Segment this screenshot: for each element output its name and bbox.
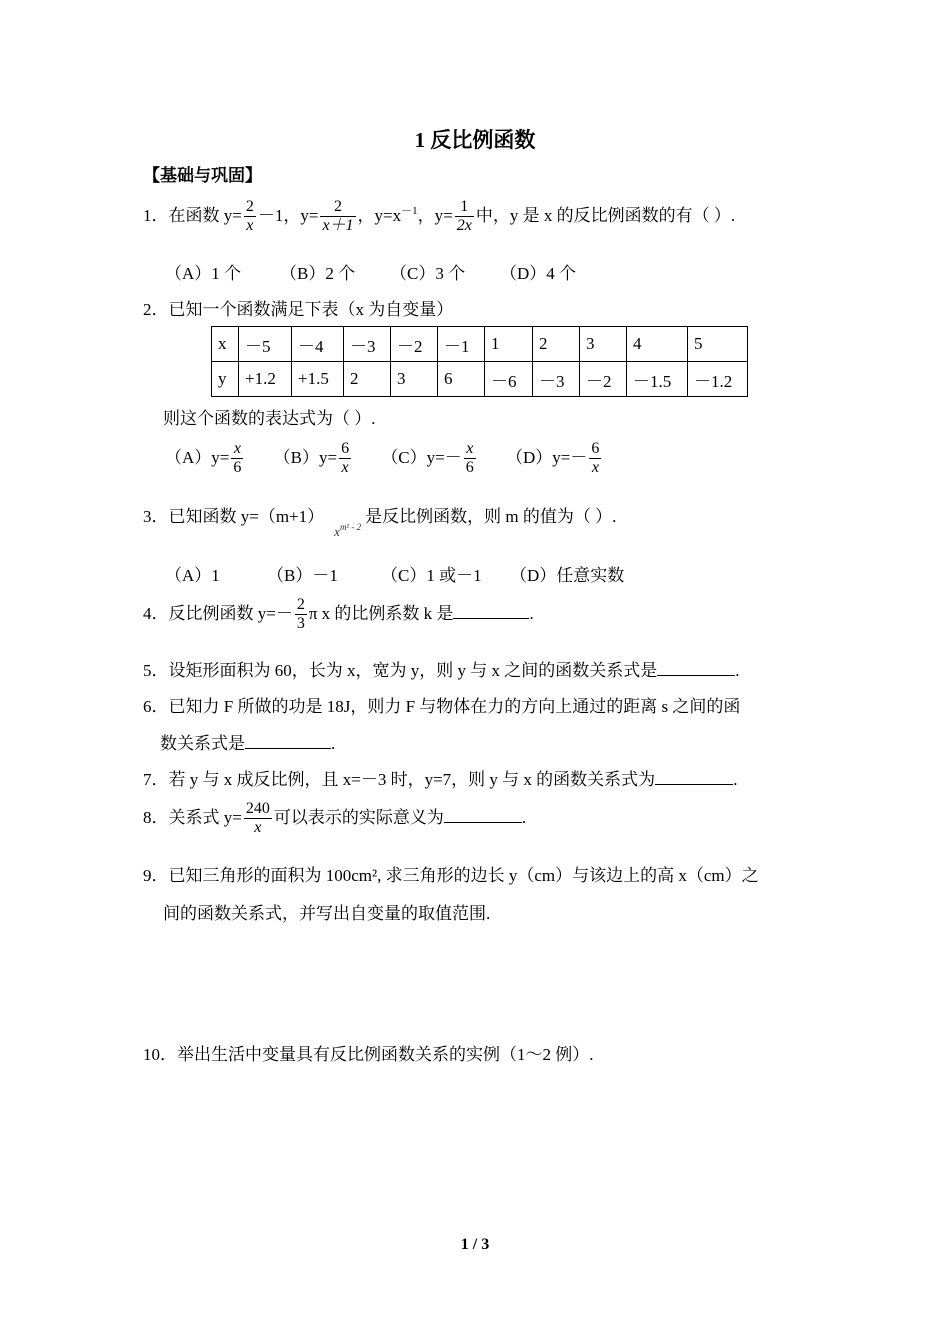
- q3-option-b: （B）－1: [267, 566, 338, 585]
- table-cell: y: [212, 362, 239, 397]
- q3-option-c: （C）1 或－1: [381, 566, 482, 585]
- q1-fraction-3: $\frac{1}{2x}$: [456, 198, 472, 235]
- table-cell: 4: [627, 327, 688, 362]
- question-4: 4．反比例函数 y=－ $\frac{2}{3}$ π x 的比例系数 k 是 .: [143, 596, 534, 633]
- question-9-line-1: 9．已知三角形的面积为 100cm², 求三角形的边长 y（cm）与该边上的高 x（cm）之: [143, 866, 759, 885]
- answer-blank[interactable]: [444, 808, 522, 823]
- question-8: 8．关系式 y= $\frac{240}{x}$ 可以表示的实际意义为 .: [143, 800, 527, 837]
- q1-text-4: ，y=: [417, 205, 453, 225]
- q2-option-c: （C）y=－ $\frac{x}{6}$: [381, 440, 474, 477]
- q1-text-2: －1，y=: [257, 205, 319, 225]
- table-cell: －6: [485, 362, 533, 397]
- table-cell: －4: [292, 327, 344, 362]
- question-6-line-2: 数关系式是 .: [160, 734, 336, 753]
- table-row: [212, 362, 748, 397]
- table-cell: 5: [688, 327, 748, 362]
- table-cell: －2: [580, 362, 627, 397]
- table-cell: x: [212, 327, 239, 362]
- table-cell: －1.2: [688, 362, 748, 397]
- table-cell: 2: [533, 327, 580, 362]
- answer-blank[interactable]: [657, 661, 735, 676]
- q1-text-3: ，y=x: [357, 205, 402, 225]
- table-row: [212, 327, 748, 362]
- q2-option-d: （D）y=－ $\frac{6}{x}$: [506, 440, 600, 477]
- table-cell: +1.5: [292, 362, 344, 397]
- answer-blank[interactable]: [655, 770, 733, 785]
- question-1: [143, 198, 735, 236]
- question-7: 7．若 y 与 x 成反比例，且 x=－3 时，y=7，则 y 与 x 的函数关系式为 .: [143, 770, 738, 789]
- question-5: 5．设矩形面积为 60，长为 x，宽为 y，则 y 与 x 之间的函数关系式是 .: [143, 661, 740, 680]
- q1-exponent: －1: [401, 205, 418, 218]
- q2-ask: 则这个函数的表达式为（ ）.: [163, 409, 376, 428]
- table-cell: －3: [533, 362, 580, 397]
- table-cell: －1.5: [627, 362, 688, 397]
- page-number: 1 / 3: [460, 1236, 490, 1253]
- table-cell: 3: [391, 362, 438, 397]
- table-cell: －2: [391, 327, 438, 362]
- table-cell: 2: [344, 362, 391, 397]
- q3-option-a: （A）1: [165, 566, 220, 585]
- question-10: 10．举出生活中变量具有反比例函数关系的实例（1～2 例）.: [143, 1045, 594, 1064]
- q1-option-a: （A）1 个: [165, 264, 242, 283]
- table-cell: －3: [344, 327, 391, 362]
- question-3: 3．已知函数 $y=(m+1)x^{m^2 - 2}$是反比例函数，则 m 的值为（ ）.: [143, 507, 617, 539]
- question-6-line-1: 6．已知力 F 所做的功是 18J，则力 F 与物体在力的方向上通过的距离 s 之间的函: [143, 697, 741, 716]
- q3-power-term: $x^{m^2 - 2}$: [334, 522, 362, 539]
- table-cell: －5: [239, 327, 292, 362]
- q1-text-1: 1．在函数 y=: [143, 205, 242, 225]
- q2-option-b: （B）y= $\frac{6}{x}$: [273, 440, 350, 477]
- question-9-line-2: 间的函数关系式，并写出自变量的取值范围.: [163, 904, 491, 923]
- q2-value-table: [211, 326, 748, 397]
- q1-fraction-2: $\frac{2}{x+1}$: [322, 198, 354, 235]
- section-heading: 【基础与巩固】: [143, 166, 262, 185]
- table-cell: －1: [438, 327, 485, 362]
- q1-option-d: （D）4 个: [500, 264, 577, 283]
- table-cell: 3: [580, 327, 627, 362]
- question-2-stem: 2．已知一个函数满足下表（x 为自变量）: [143, 300, 454, 319]
- q2-options: [165, 440, 603, 478]
- q1-text-5: 中，y 是 x 的反比例函数的有（ ）.: [475, 205, 736, 225]
- table-cell: +1.2: [239, 362, 292, 397]
- answer-blank[interactable]: [453, 604, 529, 619]
- table-cell: 1: [485, 327, 533, 362]
- q1-fraction-1: $\frac{2}{x}$: [245, 198, 254, 235]
- q1-option-c: （C）3 个: [390, 264, 466, 283]
- table-cell: 6: [438, 362, 485, 397]
- q2-option-a: （A）y= $\frac{x}{6}$: [165, 440, 242, 477]
- page-title: 1 反比例函数: [414, 128, 536, 152]
- q3-option-d: （D）任意实数: [510, 566, 625, 585]
- answer-blank[interactable]: [245, 734, 331, 749]
- q1-option-b: （B）2 个: [280, 264, 356, 283]
